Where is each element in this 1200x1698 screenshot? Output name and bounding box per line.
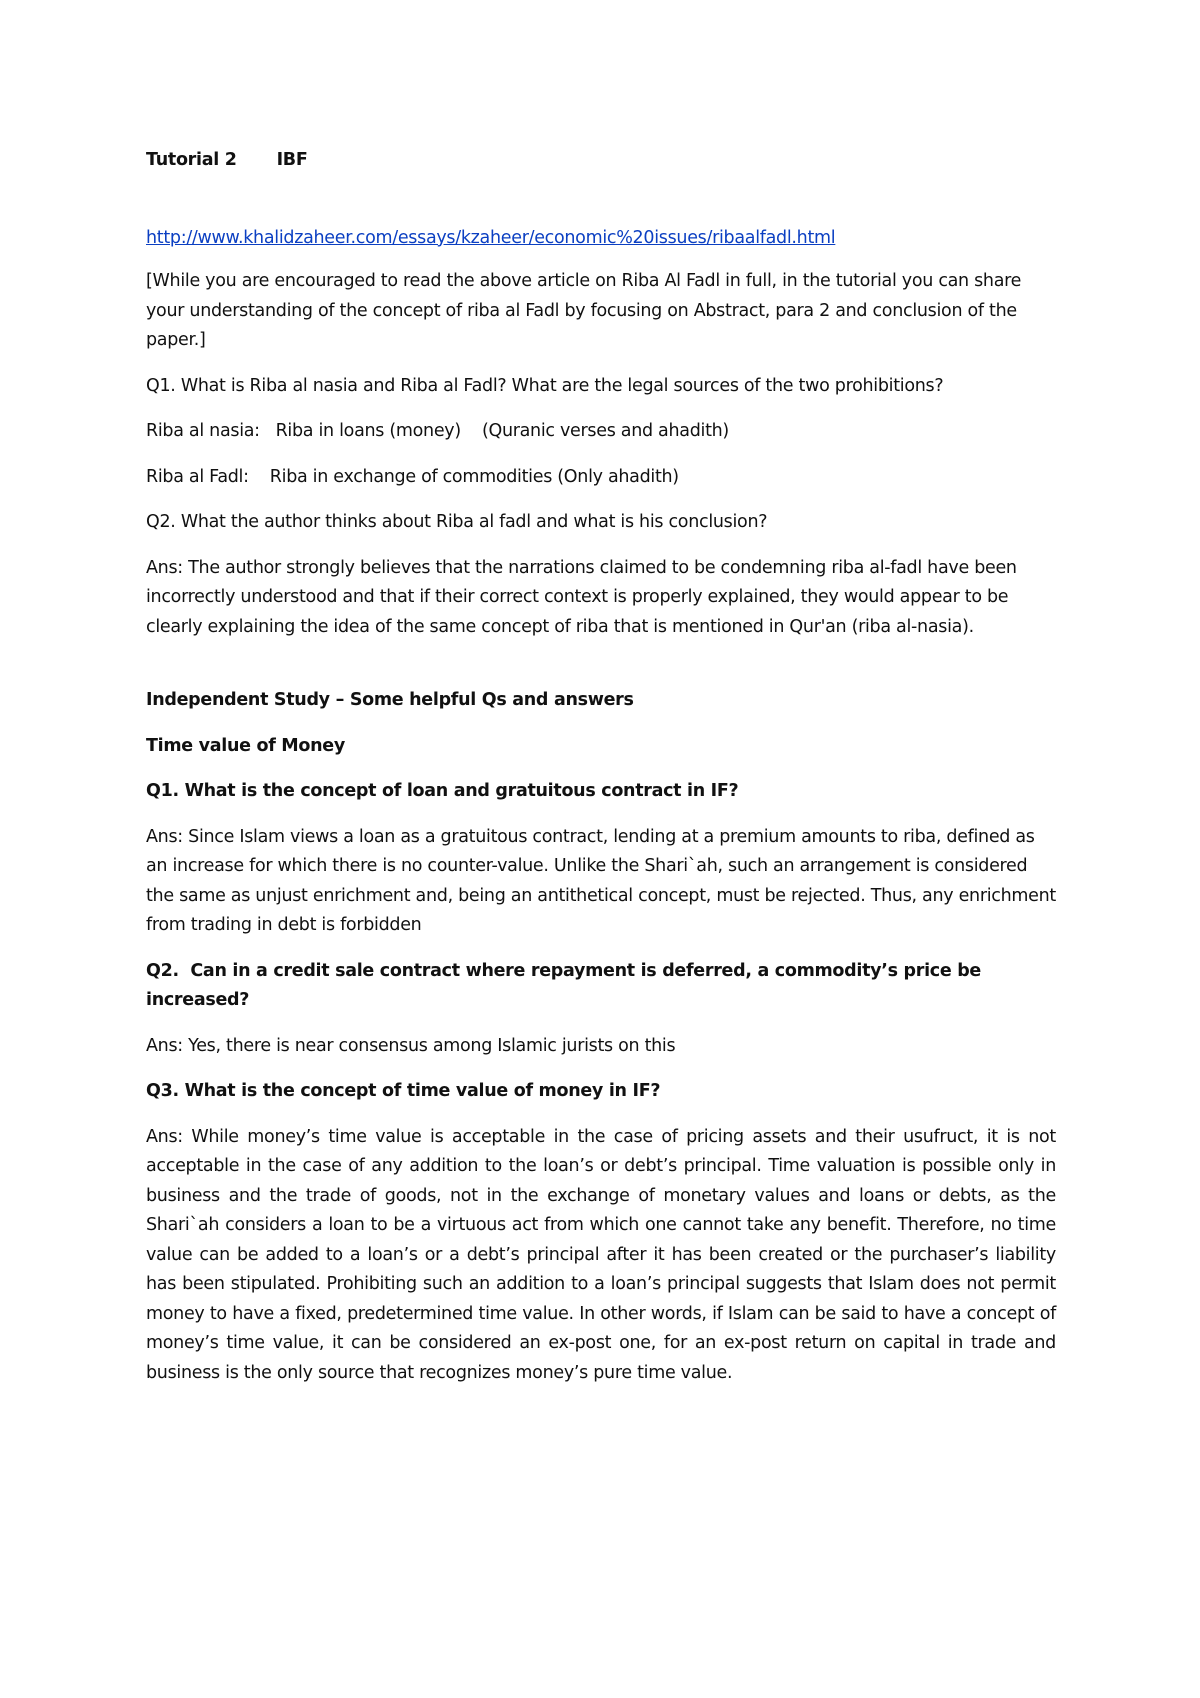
tutorial-q2-label: Q2. (146, 512, 176, 532)
article-link[interactable]: http://www.khalidzaheer.com/essays/kzaheer/economic%20issues/ribaalfadl.html (146, 227, 836, 248)
independent-a3: Ans: While money’s time value is acceptable in the case of pricing assets and their usufruct, it is not acceptable in the case of any addition to the loan’s or debt’s principal. Time valuation is possible only in business and the trade of goods, not in the exchange of monetary values and loans or debts, as the Shari`ah considers a loan to be a virtuous act from which one cannot take any benefit. Therefore, no time value can be added to a loan’s or a debt’s principal after it has been created or the purchaser’s liability has been stipulated. Prohibiting such an addition to a loan’s principal suggests that Islam does not permit money to have a fixed, predetermined time value. In other words, if Islam can be said to have a concept of money’s time value, it can be considered an ex-post one, for an ex-post return on capital in trade and business is the only source that recognizes money’s pure time value. (146, 1126, 1056, 1383)
tutorial-q1-text: What is Riba al nasia and Riba al Fadl? What are the legal sources of the two prohibitions? (175, 375, 944, 396)
riba-nasia-line: Riba al nasia: Riba in loans (money) (Quranic verses and ahadith) (146, 421, 729, 441)
independent-a1: Ans: Since Islam views a loan as a gratuitous contract, lending at a premium amounts to riba, defined as an increase for which there is no counter-value. Unlike the Shari`ah, such an arrangement is considered the same as unjust enrichment and, being an antithetical concept, must be rejected. Thus, any enrichment from trading in debt is forbidden (146, 826, 1056, 935)
tutorial-q2-text: What the author thinks about Riba al fadl and what is his conclusion? (175, 512, 768, 532)
document-title (146, 146, 1056, 176)
tutorial-q2 (146, 508, 1056, 538)
tutorial-q2-answer: Ans: The author strongly believes that the narrations claimed to be condemning riba al-fadl have been incorrectly understood and that if their correct context is properly explained, they would appear to be clearly explaining the idea of the same concept of riba that is mentioned in Qur'an (riba al-nasia). (146, 557, 1017, 637)
riba-fadl-line: Riba al Fadl: Riba in exchange of commodities (Only ahadith) (146, 466, 679, 487)
independent-study-heading: Independent Study – Some helpful Qs and answers (146, 690, 634, 710)
tutorial-q1-label: Q1. (146, 375, 176, 396)
subject-text: IBF (276, 150, 308, 170)
tutorial-q1 (146, 372, 1056, 402)
intro-paragraph: [While you are encouraged to read the above article on Riba Al Fadl in full, in the tutorial you can share your understanding of the concept of riba al Fadl by focusing on Abstract, para 2 and conclusion of the paper.] (146, 271, 1022, 350)
independent-q2: Q2. Can in a credit sale contract where repayment is deferred, a commodity’s price be increased? (146, 960, 987, 1010)
article-link-line (146, 224, 1056, 254)
independent-q3: Q3. What is the concept of time value of money in IF? (146, 1081, 661, 1101)
independent-a2: Ans: Yes, there is near consensus among Islamic jurists on this (146, 1035, 676, 1056)
independent-q1: Q1. What is the concept of loan and gratuitous contract in IF? (146, 781, 739, 801)
time-value-heading: Time value of Money (146, 735, 345, 756)
title-text: Tutorial 2 (146, 150, 237, 170)
document-body (146, 146, 1056, 1404)
